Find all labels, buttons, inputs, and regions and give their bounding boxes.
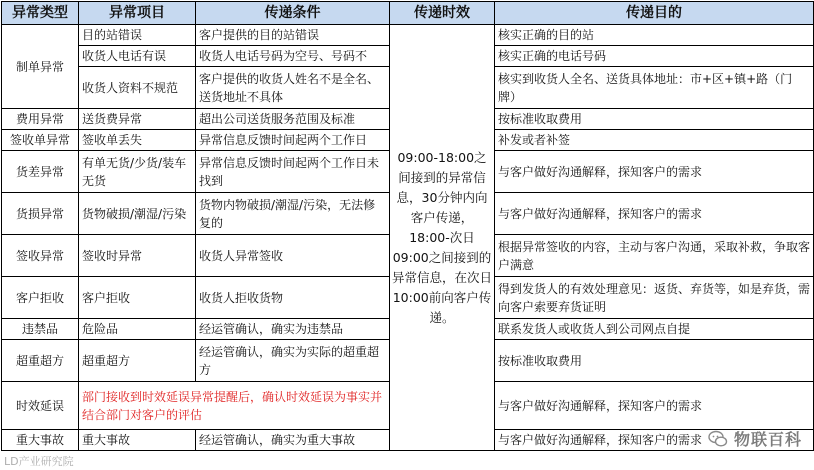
type-cell: 重大事故 bbox=[2, 430, 79, 451]
merged-condition-cell: 部门接收到时效延误异常提醒后，确认时效延误为事实并结合部门对客户的评估 bbox=[79, 382, 390, 430]
purpose-cell: 按标准收取费用 bbox=[495, 109, 814, 130]
purpose-cell: 核实正确的目的站 bbox=[495, 25, 814, 46]
item-cell: 危险品 bbox=[79, 319, 196, 340]
item-cell: 收货人资料不规范 bbox=[79, 67, 196, 109]
condition-cell: 货物内物破损/潮湿/污染，无法修复的 bbox=[196, 193, 390, 235]
purpose-cell: 按标准收取费用 bbox=[495, 340, 814, 382]
watermark bbox=[708, 427, 802, 450]
type-cell: 费用异常 bbox=[2, 109, 79, 130]
condition-cell: 异常信息反馈时间起两个工作日 bbox=[196, 130, 390, 151]
type-cell: 签收异常 bbox=[2, 235, 79, 277]
purpose-cell: 得到发货人的有效处理意见：返货、弃货等，如是弃货，需向客户索要弃货证明 bbox=[495, 277, 814, 319]
purpose-cell: 与客户做好沟通解释，探知客户的需求 bbox=[495, 193, 814, 235]
purpose-cell: 与客户做好沟通解释，探知客户的需求 bbox=[495, 430, 814, 451]
type-cell: 超重超方 bbox=[2, 340, 79, 382]
condition-cell: 客户提供的收货人姓名不是全名、送货地址不具体 bbox=[196, 67, 390, 109]
header-condition: 传递条件 bbox=[196, 2, 390, 25]
condition-cell: 经运管确认，确实为实际的超重超方 bbox=[196, 340, 390, 382]
purpose-cell: 与客户做好沟通解释，探知客户的需求 bbox=[495, 382, 814, 430]
item-cell: 送货费异常 bbox=[79, 109, 196, 130]
exception-table bbox=[1, 1, 814, 451]
item-cell: 货物破损/潮湿/污染 bbox=[79, 193, 196, 235]
watermark-left: LD产业研究院 bbox=[4, 455, 74, 468]
header-type: 异常类型 bbox=[2, 2, 79, 25]
condition-cell: 客户提供的目的站错误 bbox=[196, 25, 390, 46]
type-cell: 货损异常 bbox=[2, 193, 79, 235]
condition-cell: 收货人异常签收 bbox=[196, 235, 390, 277]
item-cell: 目的站错误 bbox=[79, 25, 196, 46]
item-cell: 超重超方 bbox=[79, 340, 196, 382]
time-limit-cell: 09:00-18:00之间接到的异常信息，30分钟内向客户传递，18:00-次日 09:00之间接到的异常信息，在次日10:00前向客户传递。 bbox=[390, 25, 495, 451]
type-cell: 签收单异常 bbox=[2, 130, 79, 151]
chat-bubbles-icon bbox=[708, 429, 728, 449]
purpose-cell: 补发或者补签 bbox=[495, 130, 814, 151]
header-row bbox=[2, 2, 814, 25]
type-cell: 制单异常 bbox=[2, 25, 79, 109]
item-cell: 收货人电话有误 bbox=[79, 46, 196, 67]
header-item: 异常项目 bbox=[79, 2, 196, 25]
purpose-cell: 根据异常签收的内容，主动与客户沟通，采取补救，争取客户满意 bbox=[495, 235, 814, 277]
header-purpose: 传递目的 bbox=[495, 2, 814, 25]
header-time-limit: 传递时效 bbox=[390, 2, 495, 25]
item-cell: 重大事故 bbox=[79, 430, 196, 451]
condition-cell: 超出公司送货服务范围及标准 bbox=[196, 109, 390, 130]
item-cell: 签收时异常 bbox=[79, 235, 196, 277]
condition-cell: 收货人电话号码为空号、号码不 bbox=[196, 46, 390, 67]
condition-cell: 经运管确认，确实为重大事故 bbox=[196, 430, 390, 451]
purpose-cell: 与客户做好沟通解释，探知客户的需求 bbox=[495, 151, 814, 193]
item-cell: 有单无货/少货/装车无货 bbox=[79, 151, 196, 193]
item-cell: 客户拒收 bbox=[79, 277, 196, 319]
purpose-cell: 核实到收货人全名、送货具体地址：市+区+镇+路（门牌） bbox=[495, 67, 814, 109]
type-cell: 时效延误 bbox=[2, 382, 79, 430]
purpose-cell: 联系发货人或收货人到公司网点自提 bbox=[495, 319, 814, 340]
type-cell: 客户拒收 bbox=[2, 277, 79, 319]
table-row bbox=[2, 25, 814, 46]
type-cell: 违禁品 bbox=[2, 319, 79, 340]
condition-cell: 经运管确认，确实为违禁品 bbox=[196, 319, 390, 340]
type-cell: 货差异常 bbox=[2, 151, 79, 193]
condition-cell: 收货人拒收货物 bbox=[196, 277, 390, 319]
watermark-text: 物联百科 bbox=[733, 430, 802, 449]
condition-cell: 异常信息反馈时间起两个工作日未找到 bbox=[196, 151, 390, 193]
item-cell: 签收单丢失 bbox=[79, 130, 196, 151]
purpose-cell: 核实正确的电话号码 bbox=[495, 46, 814, 67]
